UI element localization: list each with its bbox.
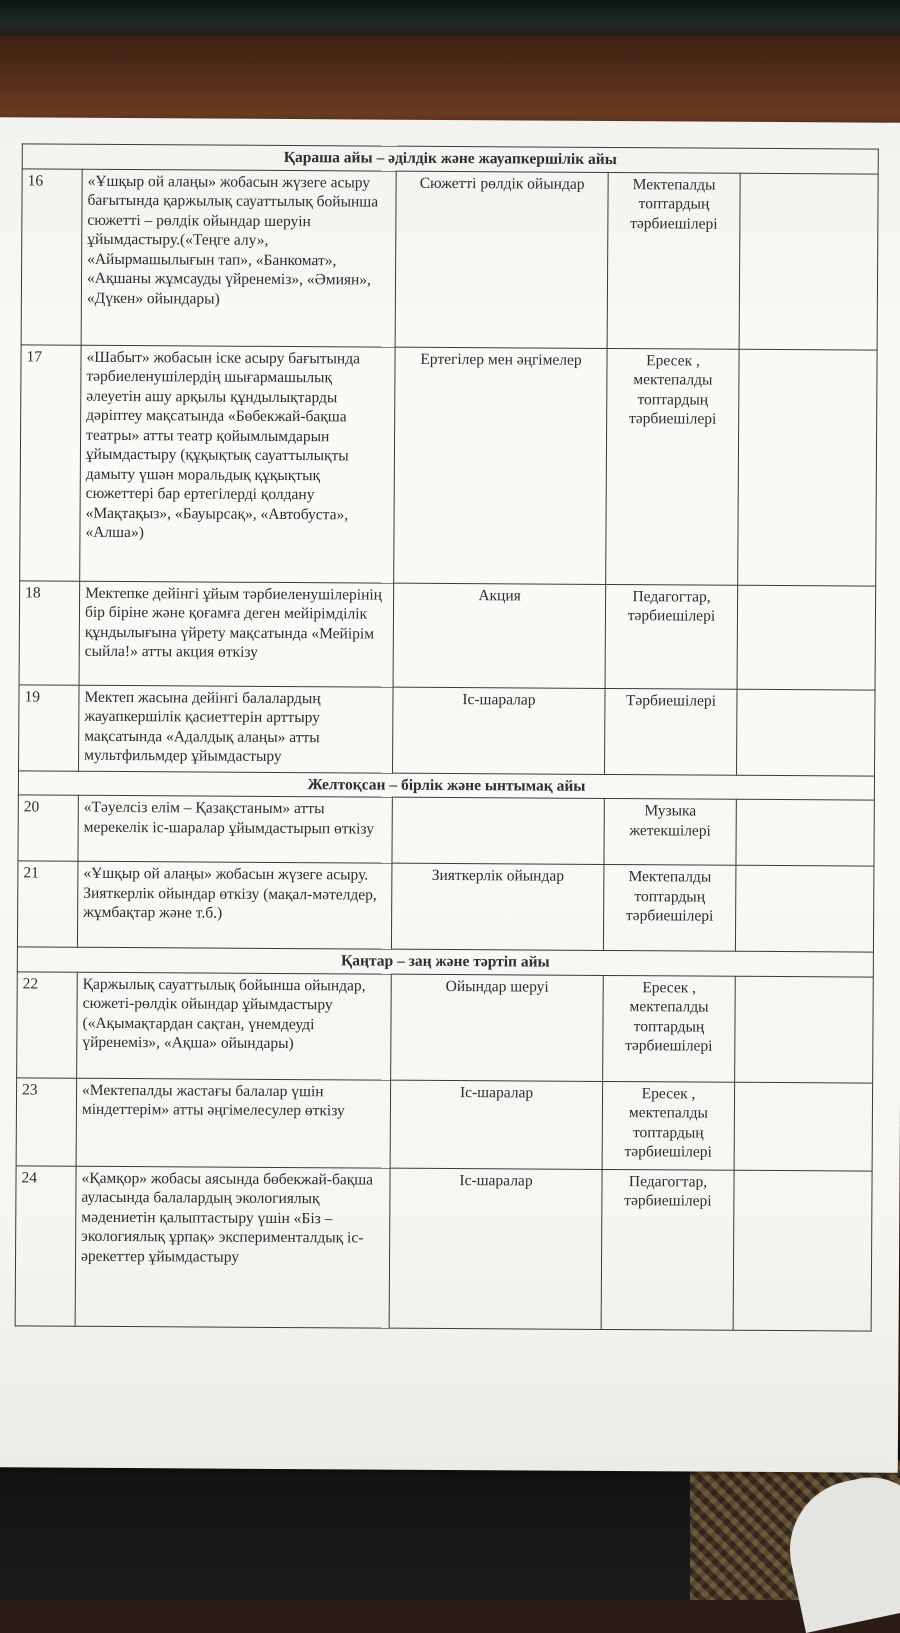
row-responsible: Ересек , мектепалды топтардың тәрбиешілері [603, 975, 736, 1082]
row-activity: «Қамқор» жобасы аясында бөбекжай-бақша ауласында балалардың экологиялық мәдениетін қалыптастыру үшін «Біз – экологиялық ұрпақ» эксперименталдық іс-әрекеттер ұйымдастыру [75, 1166, 390, 1328]
row-form: Сюжетті рөлдік ойындар [395, 171, 608, 348]
row-number: 24 [15, 1165, 76, 1325]
row-activity: «Мектепалды жастағы балалар үшін міндеттерім» атты әңгімелесулер өткізу [76, 1078, 391, 1168]
row-note [737, 689, 876, 776]
row-number: 21 [17, 861, 78, 947]
row-form: Іс-шаралар [389, 1168, 602, 1329]
row-note [733, 1170, 872, 1331]
row-note [734, 1082, 873, 1171]
monitor-edge [0, 0, 900, 40]
row-form: Зияткерлік ойындар [391, 863, 604, 950]
row-activity: «Ұшқыр ой алаңы» жобасын жүзеге асыру. Зияткерлік ойындар өткізу (мақал-мәтелдер, жұмбақтар және т.б.) [77, 861, 392, 949]
row-number: 18 [19, 580, 80, 684]
table-row [21, 168, 878, 349]
row-form: Іс-шаралар [393, 687, 606, 774]
row-responsible: Педагогтар, тәрбиешілері [605, 584, 738, 689]
section-title: Желтоқсан – бірлік және ынтымақ айы [18, 770, 874, 800]
plan-table [15, 143, 879, 1331]
row-responsible: Музыка жетекшілері [604, 798, 736, 865]
document-page [0, 117, 900, 1473]
row-activity: «Шабыт» жобасын іске асыру бағытында тәрбиеленушілердің шығармашылық әлеуетін ашу арқылы құндылықтарды дәріптеу мақсатында «Бөбекжай-бақша театры» атты театр қойымлымдарын ұйымдастыру (құқықтық сауаттылықты дамыту үшән моральдық құқықтық сюжеттері бар ертегілерді қолдану «Мақтақыз», «Бауырсақ», «Автобуста», «Алша») [80, 345, 395, 583]
row-note [738, 349, 878, 586]
row-activity: Қаржылық сауаттылық бойынша ойындар, сюжеті-рөлдік ойындар ұйымдастыру («Ақымақтардан сақтан, үнемдеуді үйренеміз», «Ақша» ойындары) [77, 972, 392, 1080]
table-row [17, 861, 874, 952]
row-activity: Мектеп жасына дейінгі балалардың жауапкершілік қасиеттерін арттыру мақсатында «Адалдық алаңы» атты мультфильмдер ұйымдастыру [79, 685, 394, 773]
row-note [739, 173, 878, 350]
row-number: 17 [20, 344, 81, 580]
row-note [737, 585, 876, 690]
row-form [392, 797, 604, 864]
row-note [735, 976, 874, 1083]
row-activity: Мектепке дейінгі ұйым тәрбиеленушілерінің бір біріне және қоғамға деген мейірімділік құндылығына үйрету мақсатында «Мейірім сыйла!» атты акция өткізу [79, 581, 394, 687]
row-responsible: Мектепалды топтардың тәрбиешілері [607, 172, 740, 349]
table-row [18, 795, 874, 866]
table-row [20, 344, 877, 585]
row-activity: «Тәуелсіз елім – Қазақстаным» атты мерекелік іс-шаралар ұйымдастырып өткізу [78, 795, 392, 863]
row-responsible: Тәрбиешілері [605, 688, 738, 775]
row-responsible: Ересек , мектепалды топтардың тәрбиешілері [606, 348, 739, 585]
row-form: Іс-шаралар [390, 1080, 603, 1169]
section-title: Қараша айы – әділдік және жауапкершілік айы [22, 144, 878, 174]
row-form: Акция [393, 583, 606, 688]
table-row [16, 1077, 873, 1170]
row-form: Ойындар шеруі [391, 974, 604, 1081]
row-number: 20 [18, 795, 78, 861]
table-row [19, 580, 876, 689]
row-number: 23 [16, 1077, 77, 1165]
row-responsible: Ересек , мектепалды топтардың тәрбиешілері [602, 1081, 735, 1170]
row-note [735, 865, 874, 952]
table-row [15, 1165, 872, 1330]
row-activity: «Ұшқыр ой алаңы» жобасын жүзеге асыру бағытында қаржылық сауаттылық бойынша сюжетті – рөлдік ойындар шеруін ұйымдастыру.(«Теңге алу», «Айырмашылығын тап», «Банкомат», «Ақшаны жұмсауды үйренеміз», «Әмиян», «Дүкен» ойындары) [81, 169, 396, 347]
row-responsible: Педагогтар, тәрбиешілері [601, 1169, 734, 1330]
row-number: 16 [21, 168, 82, 344]
row-responsible: Мектепалды топтардың тәрбиешілері [603, 864, 736, 951]
section-title: Қаңтар – заң және тәртіп айы [17, 947, 873, 977]
row-note [736, 799, 874, 866]
table-row [19, 684, 876, 775]
row-number: 22 [17, 971, 78, 1077]
row-number: 19 [19, 684, 80, 770]
table-row [17, 971, 874, 1082]
row-form: Ертегілер мен әңгімелер [394, 347, 607, 584]
